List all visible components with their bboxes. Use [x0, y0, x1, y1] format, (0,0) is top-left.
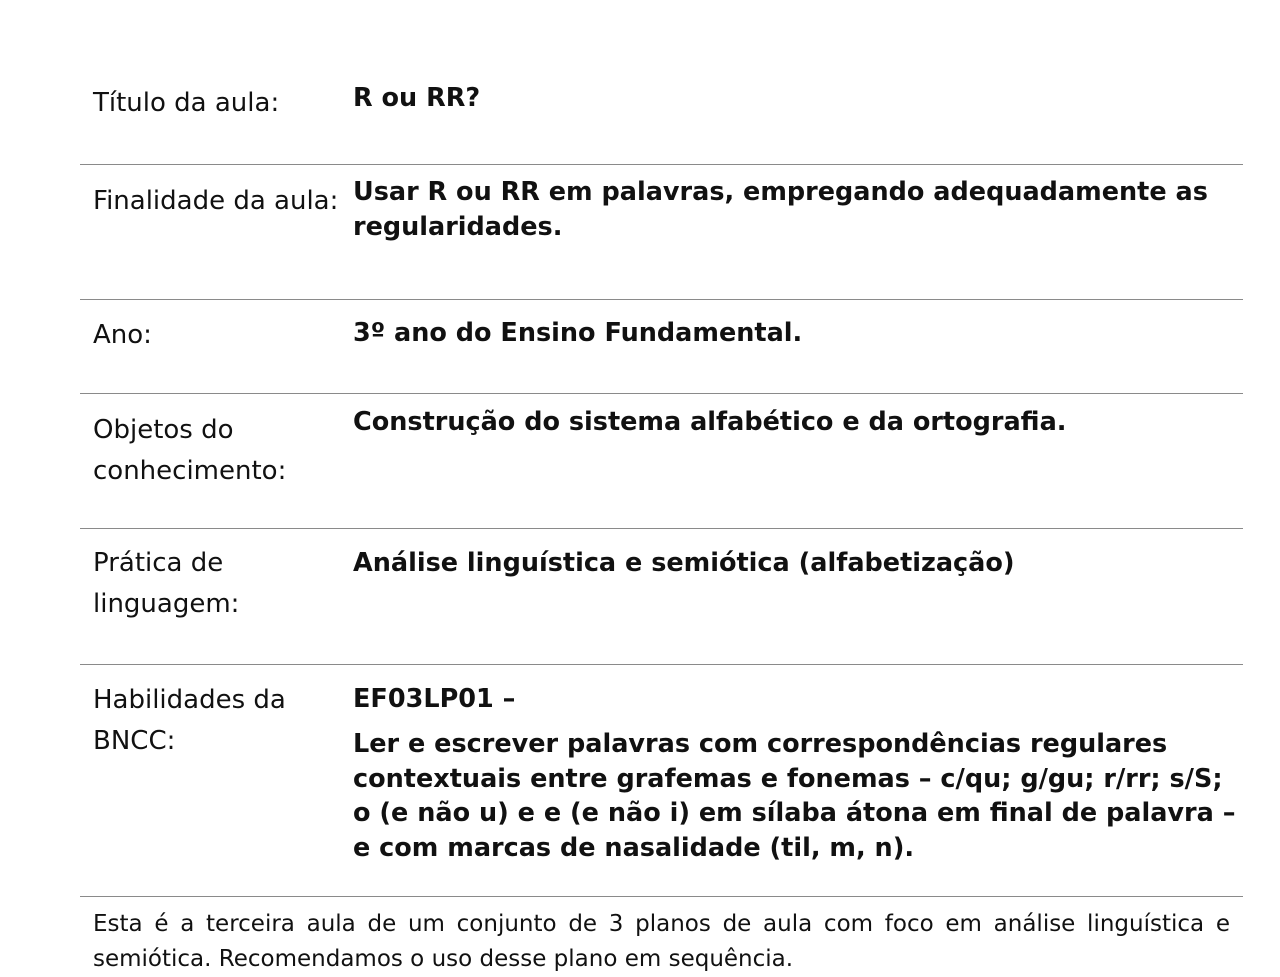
- habilidades-label: Habilidades da BNCC:: [93, 685, 286, 756]
- table-row-finalidade: [80, 165, 1243, 300]
- titulo-label: Título da aula:: [93, 88, 280, 118]
- table-row-ano: [80, 300, 1243, 394]
- sequence-note: Esta é a terceira aula de um conjunto de 3 planos de aula com foco em análise linguística e semiótica. Recomendamos o uso desse plano em sequência.: [93, 911, 1230, 972]
- table-row-habilidades: [80, 665, 1243, 897]
- bncc-skill-description: Ler e escrever palavras com correspondências regulares contextuais entre grafemas e fonemas – c/qu; g/gu; r/rr; s/S; o (e não u) e e (e não i) em sílaba átona em final de palavra – e com marcas de nasalidade (til, m, n).: [353, 729, 1236, 863]
- table-row-objetos: [80, 394, 1243, 529]
- finalidade-value: Usar R ou RR em palavras, empregando adequadamente as regularidades.: [353, 177, 1208, 242]
- ano-value: 3º ano do Ensino Fundamental.: [353, 318, 803, 348]
- table-row-pratica: [80, 529, 1243, 665]
- pratica-value: Análise linguística e semiótica (alfabetização): [353, 548, 1015, 578]
- lesson-info-table: [80, 65, 1243, 897]
- table-row-titulo: [80, 65, 1243, 165]
- finalidade-label: Finalidade da aula:: [93, 186, 339, 216]
- objetos-value: Construção do sistema alfabético e da ortografia.: [353, 407, 1067, 437]
- pratica-label: Prática de linguagem:: [93, 548, 240, 619]
- objetos-label: Objetos do conhecimento:: [93, 415, 287, 486]
- ano-label: Ano:: [93, 320, 152, 350]
- lesson-plan-document: [80, 65, 1243, 977]
- habilidades-value: [353, 665, 1243, 897]
- bncc-code: EF03LP01 –: [353, 684, 516, 714]
- titulo-value: R ou RR?: [353, 83, 481, 113]
